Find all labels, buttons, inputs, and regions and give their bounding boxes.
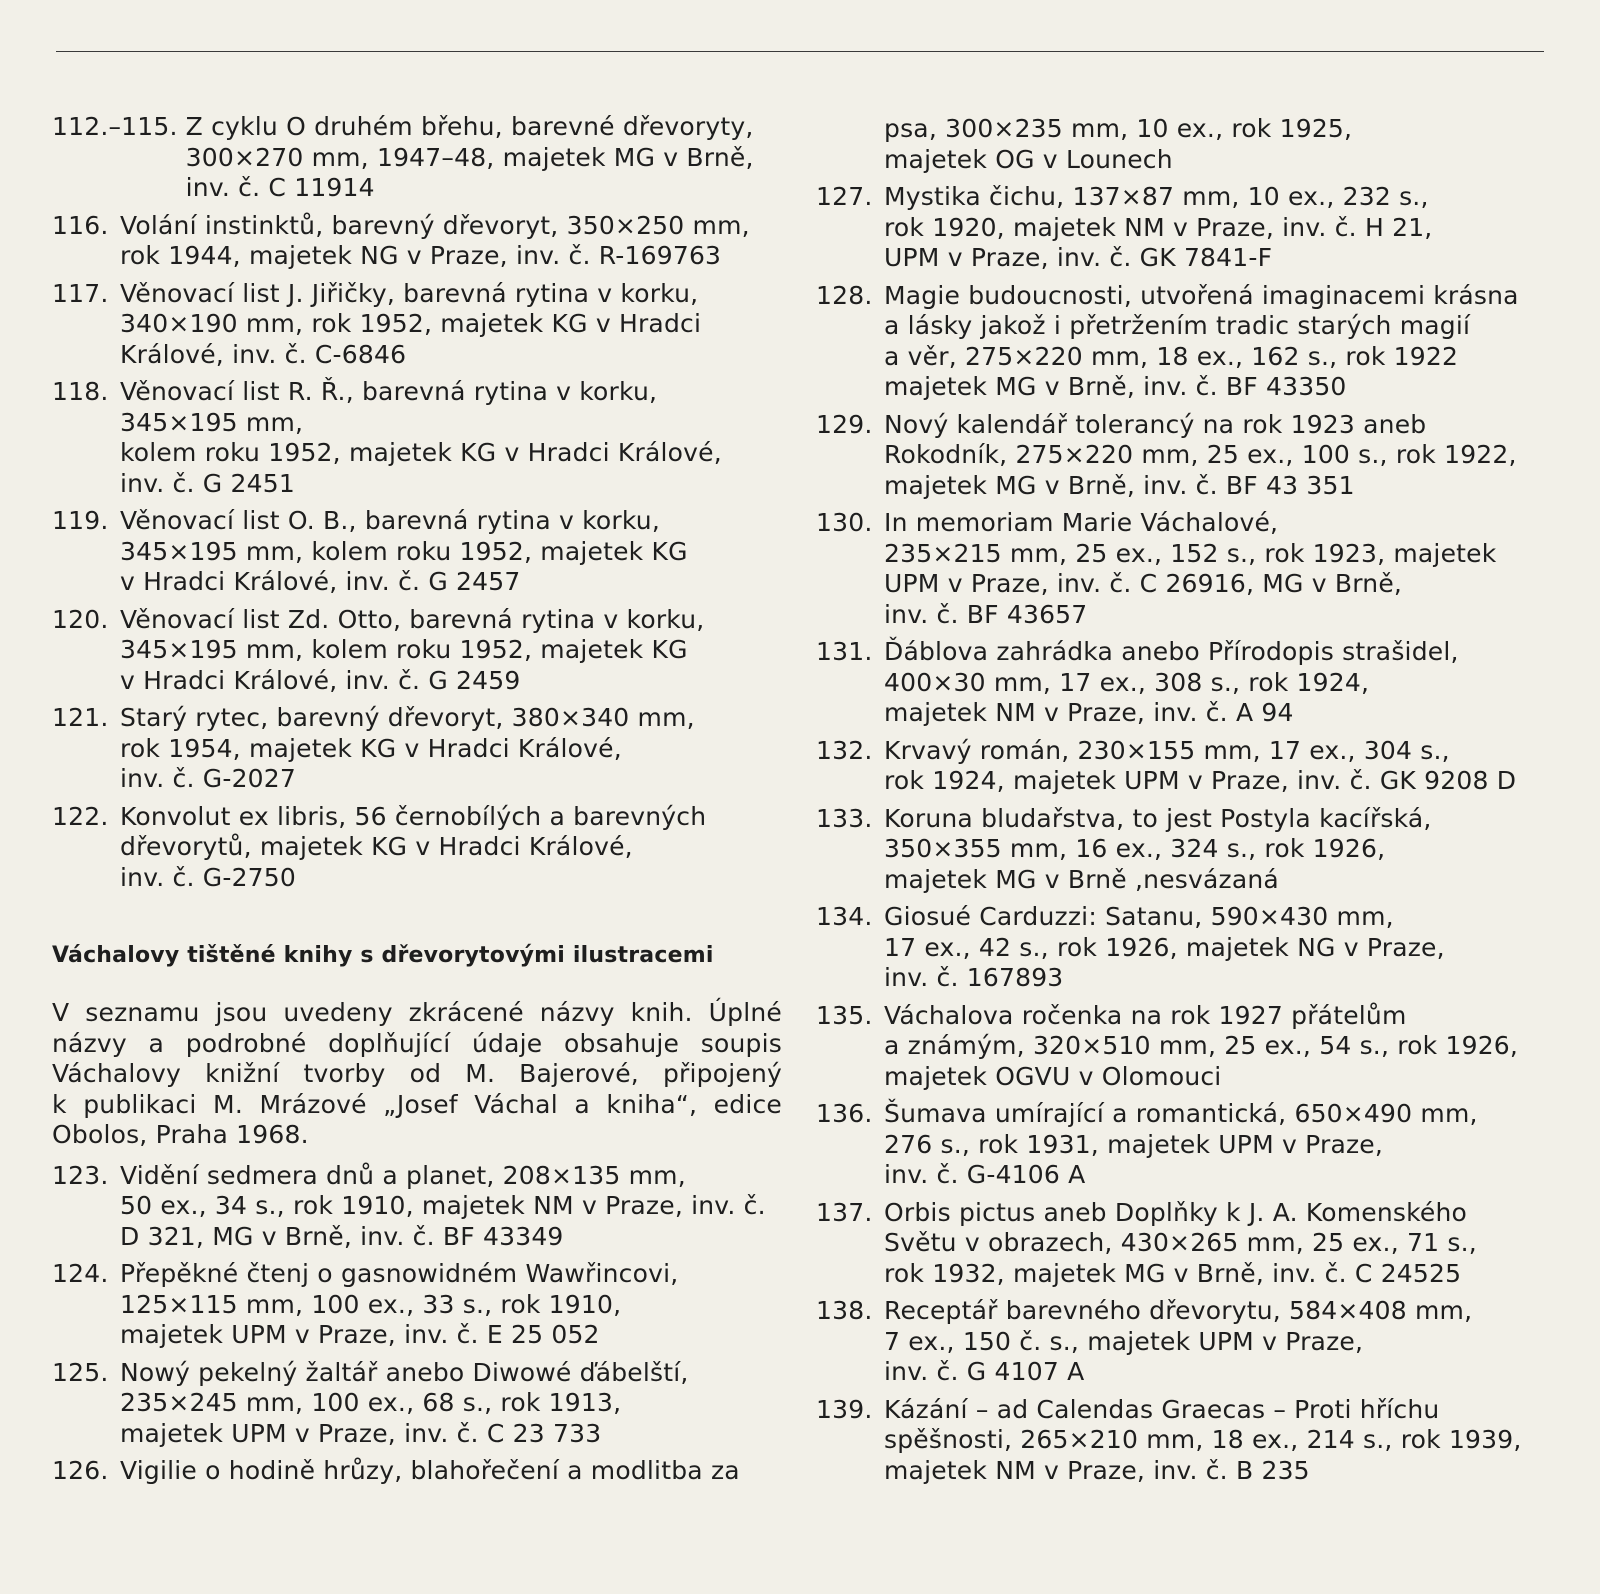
- entry-text: [884, 804, 1546, 896]
- entry-line: majetek MG v Brně ,nesvázaná: [884, 864, 1279, 894]
- entry-line: Volání instinktů, barevný dřevoryt, 350×250 mm,: [120, 210, 750, 240]
- entry-number: 130.: [816, 508, 873, 537]
- catalog-entry: [816, 114, 1546, 175]
- entry-line: 235×215 mm, 25 ex., 152 s., rok 1923, majetek: [884, 538, 1497, 568]
- entry-line: Světu v obrazech, 430×265 mm, 25 ex., 71 s.,: [884, 1228, 1477, 1257]
- entry-text: [884, 736, 1546, 797]
- entry-text: [120, 605, 782, 697]
- entry-number: 122.: [52, 801, 109, 831]
- entry-line: 400×30 mm, 17 ex., 308 s., rok 1924,: [884, 667, 1370, 697]
- header-rule: [56, 51, 1544, 52]
- entry-number: 118.: [52, 377, 109, 406]
- entry-line: Věnovací list O. B., barevná rytina v korku,: [120, 506, 660, 535]
- entry-text: [120, 1259, 782, 1351]
- entry-text: [186, 112, 782, 204]
- entry-number: 127.: [816, 182, 873, 211]
- catalog-entry: [816, 902, 1546, 994]
- entry-line: UPM v Praze, inv. č. C 26916, MG v Brně,: [884, 569, 1403, 598]
- entry-number: 116.: [52, 210, 109, 240]
- entry-line: majetek NM v Praze, inv. č. A 94: [884, 698, 1294, 727]
- entry-line: rok 1924, majetek UPM v Praze, inv. č. GK 9208 D: [884, 766, 1517, 795]
- entry-text: [120, 377, 782, 499]
- entry-line: inv. č. BF 43657: [884, 599, 1088, 629]
- entry-line: v Hradci Králové, inv. č. G 2457: [120, 567, 521, 596]
- entry-text: [120, 506, 782, 598]
- entry-line: a věr, 275×220 mm, 18 ex., 162 s., rok 1922: [884, 341, 1459, 371]
- entry-line: Kázání – ad Calendas Graecas – Proti hříchu: [884, 1394, 1440, 1424]
- entry-text: [120, 703, 782, 795]
- entry-line: majetek UPM v Praze, inv. č. C 23 733: [120, 1418, 602, 1448]
- catalog-entry: [52, 703, 782, 795]
- entry-line: inv. č. G 4107 A: [884, 1357, 1085, 1386]
- catalog-entry: [52, 1456, 782, 1487]
- entry-line: 340×190 mm, rok 1952, majetek KG v Hradci: [120, 309, 702, 338]
- entry-line: rok 1932, majetek MG v Brně, inv. č. C 24525: [884, 1258, 1462, 1288]
- intro-line: Obolos, Praha 1968.: [52, 1120, 309, 1149]
- entry-line: Rokodník, 275×220 mm, 25 ex., 100 s., rok 1922,: [884, 440, 1517, 469]
- entry-text: [884, 182, 1546, 274]
- intro-paragraph: [52, 998, 782, 1151]
- entry-line: Králové, inv. č. C-6846: [120, 339, 407, 369]
- catalog-entry: [52, 377, 782, 499]
- entry-text: [120, 279, 782, 371]
- entry-line: Konvolut ex libris, 56 černobílých a barevných: [120, 801, 707, 831]
- entry-line: dřevorytů, majetek KG v Hradci Králové,: [120, 832, 633, 861]
- catalog-entry: [52, 279, 782, 371]
- entry-number: 132.: [816, 735, 873, 765]
- catalog-entry: [816, 1001, 1546, 1093]
- entry-line: Starý rytec, barevný dřevoryt, 380×340 mm,: [120, 703, 695, 732]
- entry-number: 137.: [816, 1197, 873, 1227]
- entry-line: Ďáblova zahrádka anebo Přírodopis strašidel,: [884, 637, 1459, 666]
- entry-line: 345×195 mm,: [120, 407, 304, 437]
- catalog-entry: [52, 506, 782, 598]
- entry-number: 138.: [816, 1296, 873, 1325]
- entry-line: Věnovací list Zd. Otto, barevná rytina v korku,: [120, 604, 705, 634]
- entry-line: Magie budoucnosti, utvořená imaginacemi krásna: [884, 280, 1519, 310]
- entry-line: majetek MG v Brně, inv. č. BF 43 351: [884, 470, 1355, 500]
- entry-line: Z cyklu O druhém břehu, barevné dřevoryty,: [185, 112, 754, 141]
- right-column: [816, 114, 1546, 1493]
- entry-line: Váchalova ročenka na rok 1927 přátelům: [884, 1000, 1407, 1030]
- catalog-entry: [52, 1358, 782, 1450]
- entry-number: 119.: [52, 506, 109, 535]
- entry-line: 235×245 mm, 100 ex., 68 s., rok 1913,: [120, 1388, 622, 1417]
- entry-line: Vigilie o hodině hrůzy, blahořečení a modlitba za: [120, 1456, 740, 1485]
- entry-number: 117.: [52, 278, 109, 308]
- entry-line: majetek MG v Brně, inv. č. BF 43350: [884, 372, 1347, 401]
- entry-number: 135.: [816, 1000, 873, 1030]
- entry-text: [884, 281, 1546, 403]
- catalog-entry: [816, 508, 1546, 630]
- entry-text: [884, 410, 1546, 502]
- entry-text: [884, 1198, 1546, 1290]
- entry-text: [120, 1161, 782, 1253]
- entry-line: Šumava umírající a romantická, 650×490 mm,: [884, 1099, 1478, 1128]
- entry-line: majetek UPM v Praze, inv. č. E 25 052: [120, 1320, 600, 1349]
- entry-line: Nový kalendář tolerancý na rok 1923 aneb: [884, 409, 1427, 439]
- entry-line: v Hradci Králové, inv. č. G 2459: [120, 665, 521, 695]
- entry-number: 123.: [52, 1160, 109, 1190]
- catalog-entry: [816, 804, 1546, 896]
- catalog-entry: [816, 1395, 1546, 1487]
- entry-line: UPM v Praze, inv. č. GK 7841-F: [884, 243, 1273, 272]
- entry-text: [884, 114, 1546, 175]
- entry-number: 126.: [52, 1456, 109, 1485]
- entry-number: 134.: [816, 902, 873, 931]
- entry-number: 131.: [816, 637, 873, 666]
- catalog-entry: [52, 605, 782, 697]
- entry-line: Krvavý román, 230×155 mm, 17 ex., 304 s.,: [884, 735, 1450, 765]
- entry-line: rok 1920, majetek NM v Praze, inv. č. H 21,: [884, 212, 1433, 242]
- catalog-entry: [816, 182, 1546, 274]
- entry-line: a známým, 320×510 mm, 25 ex., 54 s., rok 1926,: [884, 1031, 1519, 1060]
- catalog-entry: [816, 1296, 1546, 1388]
- section-heading: Váchalovy tištěné knihy s dřevorytovými ilustracemi: [52, 943, 714, 968]
- catalog-entry: [816, 1198, 1546, 1290]
- catalog-entry: [816, 410, 1546, 502]
- entry-text: [884, 1296, 1546, 1388]
- entry-line: 345×195 mm, kolem roku 1952, majetek KG: [120, 635, 688, 664]
- entry-text: [884, 1001, 1546, 1093]
- entry-number: 121.: [52, 703, 109, 732]
- entry-line: rok 1944, majetek NG v Praze, inv. č. R-169763: [120, 241, 722, 270]
- entry-line: 300×270 mm, 1947–48, majetek MG v Brně,: [185, 142, 754, 172]
- entry-line: Přepěkné čtenj o gasnowidném Wawřincovi,: [120, 1259, 679, 1288]
- entry-text: [120, 1456, 782, 1487]
- entry-line: Nowý pekelný žaltář anebo Diwowé ďábelští,: [120, 1357, 689, 1387]
- catalog-entry: [52, 802, 782, 894]
- entry-line: 125×115 mm, 100 ex., 33 s., rok 1910,: [120, 1289, 622, 1319]
- catalog-entry: [52, 112, 782, 204]
- catalog-list-books-continued: [816, 114, 1546, 1486]
- entry-line: majetek NM v Praze, inv. č. B 235: [884, 1455, 1310, 1485]
- intro-line: V seznamu jsou uvedeny zkrácené názvy knih. Úplné: [52, 998, 782, 1027]
- catalog-list-prints: [52, 112, 782, 893]
- entry-line: kolem roku 1952, majetek KG v Hradci Králové,: [120, 438, 722, 467]
- catalog-list-books: [52, 1161, 782, 1487]
- entry-line: 350×355 mm, 16 ex., 324 s., rok 1926,: [884, 834, 1386, 863]
- entry-number: 124.: [52, 1259, 109, 1288]
- entry-number: 125.: [52, 1357, 109, 1387]
- entry-text: [120, 1358, 782, 1450]
- entry-line: inv. č. G-2027: [120, 764, 296, 793]
- intro-line: názvy a podrobné doplňující údaje obsahuje soupis: [52, 1028, 782, 1058]
- entry-number: 129.: [816, 409, 873, 439]
- entry-line: 50 ex., 34 s., rok 1910, majetek NM v Praze, inv. č.: [120, 1191, 766, 1220]
- entry-number: 112.–115.: [52, 112, 178, 141]
- entry-line: Věnovací list R. Ř., barevná rytina v korku,: [120, 377, 658, 406]
- entry-line: D 321, MG v Brně, inv. č. BF 43349: [120, 1221, 564, 1251]
- entry-line: 276 s., rok 1931, majetek UPM v Praze,: [884, 1129, 1384, 1159]
- entry-text: [884, 508, 1546, 630]
- entry-line: Receptář barevného dřevorytu, 584×408 mm,: [884, 1296, 1473, 1325]
- entry-line: Vidění sedmera dnů a planet, 208×135 mm,: [120, 1160, 686, 1190]
- entry-line: Mystika čichu, 137×87 mm, 10 ex., 232 s.,: [884, 182, 1429, 211]
- entry-text: [884, 1395, 1546, 1487]
- entry-line: 7 ex., 150 č. s., majetek UPM v Praze,: [884, 1326, 1364, 1356]
- entry-line: majetek OGVU v Olomouci: [884, 1061, 1222, 1091]
- entry-line: inv. č. 167893: [884, 963, 1064, 992]
- catalog-entry: [816, 1099, 1546, 1191]
- entry-line: inv. č. G-2750: [120, 862, 296, 892]
- entry-line: a lásky jakož i přetržením tradic starých magií: [884, 311, 1471, 340]
- entry-line: psa, 300×235 mm, 10 ex., rok 1925,: [884, 114, 1353, 143]
- entry-line: inv. č. G 2451: [120, 468, 295, 498]
- entry-line: 17 ex., 42 s., rok 1926, majetek NG v Praze,: [884, 932, 1445, 962]
- catalog-entry: [52, 1161, 782, 1253]
- entry-line: spěšnosti, 265×210 mm, 18 ex., 214 s., rok 1939,: [884, 1425, 1522, 1454]
- entry-line: inv. č. C 11914: [185, 173, 375, 202]
- entry-number: 136.: [816, 1099, 873, 1128]
- entry-line: Koruna bludařstva, to jest Postyla kacířská,: [884, 803, 1432, 833]
- left-column: [52, 112, 782, 1494]
- catalog-entry: [52, 211, 782, 272]
- entry-line: In memoriam Marie Váchalové,: [884, 508, 1279, 537]
- entry-number: 139.: [816, 1394, 873, 1424]
- entry-number: 128.: [816, 280, 873, 310]
- entry-line: rok 1954, majetek KG v Hradci Králové,: [120, 733, 622, 763]
- catalog-entry: [52, 1259, 782, 1351]
- entry-line: 345×195 mm, kolem roku 1952, majetek KG: [120, 536, 688, 566]
- entry-text: [884, 637, 1546, 729]
- entry-text: [884, 902, 1546, 994]
- entry-number: [816, 114, 884, 175]
- entry-line: Věnovací list J. Jiřičky, barevná rytina v korku,: [120, 278, 699, 308]
- entry-line: majetek OG v Lounech: [884, 144, 1173, 174]
- entry-line: Orbis pictus aneb Doplňky k J. A. Komenského: [884, 1197, 1468, 1227]
- entry-line: inv. č. G-4106 A: [884, 1160, 1086, 1189]
- catalog-entry: [816, 637, 1546, 729]
- entry-text: [120, 211, 782, 272]
- entry-number: 120.: [52, 604, 109, 634]
- entry-line: Giosué Carduzzi: Satanu, 590×430 mm,: [884, 902, 1394, 931]
- entry-text: [120, 802, 782, 894]
- entry-text: [884, 1099, 1546, 1191]
- catalog-entry: [816, 736, 1546, 797]
- intro-line: Váchalovy knižní tvorby od M. Bajerové, připojený: [52, 1059, 782, 1088]
- catalog-entry: [816, 281, 1546, 403]
- intro-line: k publikaci M. Mrázové „Josef Váchal a kniha“, edice: [52, 1089, 782, 1119]
- entry-number: 133.: [816, 803, 873, 833]
